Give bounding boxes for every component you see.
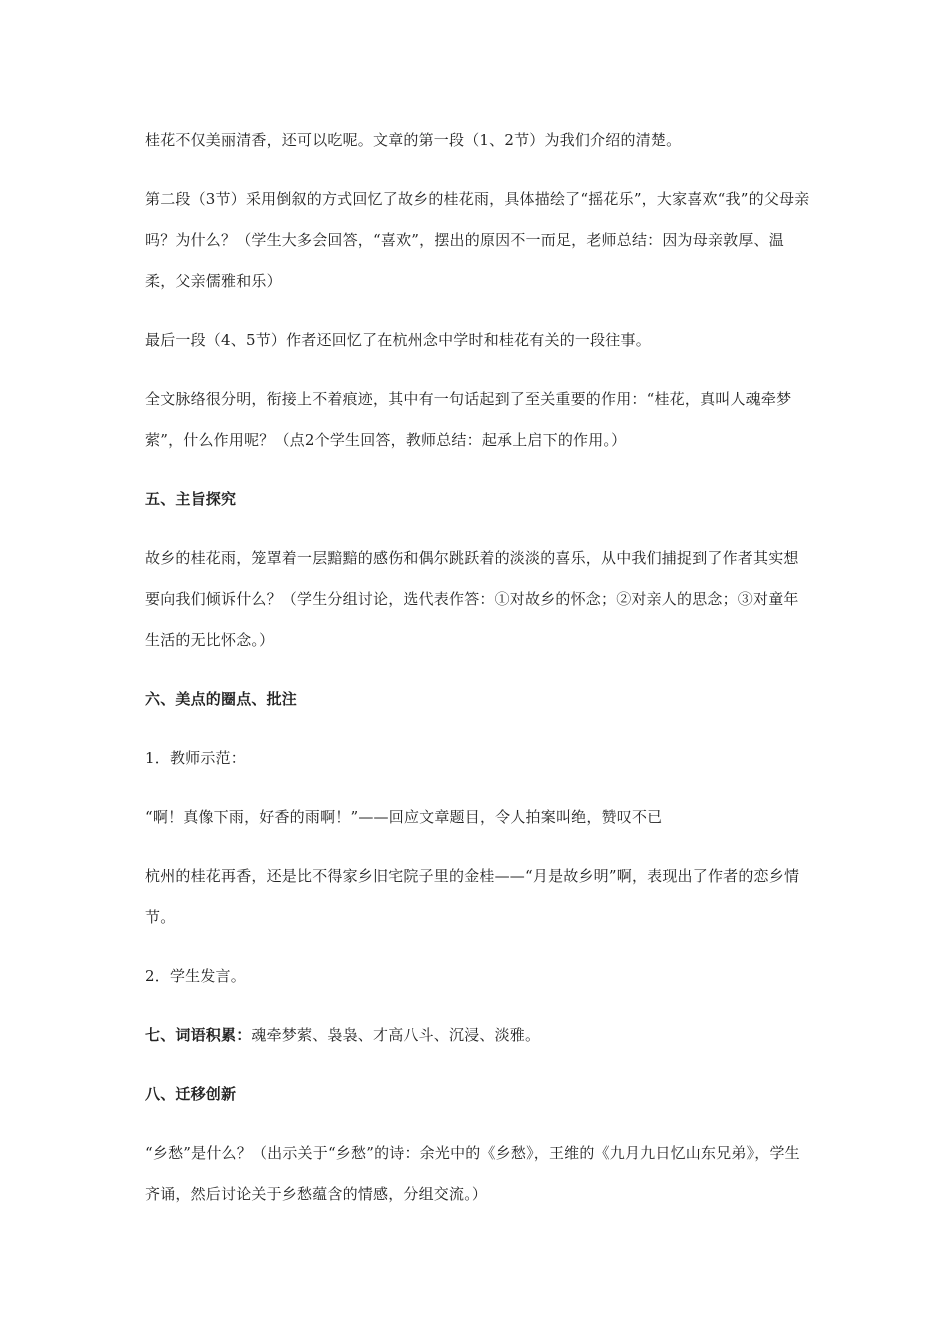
section-7-line	[145, 1015, 813, 1056]
paragraph-2: 第二段（3节）采用倒叙的方式回忆了故乡的桂花雨，具体描绘了“摇花乐”，大家喜欢“我”的父母亲吗？为什么？（学生大多会回答，“喜欢”，摆出的原因不一而足，老师总结：因为母亲敦厚、温柔，父亲儒雅和乐）	[145, 190, 810, 290]
section-6-quote-2: 杭州的桂花再香，还是比不得家乡旧宅院子里的金桂——“月是故乡明”啊，表现出了作者的恋乡情节。	[145, 867, 800, 926]
section-8-body: “乡愁”是什么？（出示关于“乡愁”的诗：余光中的《乡愁》，王维的《九月九日忆山东兄弟》，学生齐诵，然后讨论关于乡愁蕴含的情感，分组交流。）	[145, 1144, 800, 1203]
section-5-body: 故乡的桂花雨，笼罩着一层黯黯的感伤和偶尔跳跃着的淡淡的喜乐，从中我们捕捉到了作者其实想要向我们倾诉什么？（学生分组讨论，选代表作答：①对故乡的怀念；②对亲人的思念；③对童年生活的无比怀念。）	[145, 549, 799, 649]
section-6-item-1: 1．教师示范：	[145, 749, 246, 767]
section-8-heading: 八、迁移创新	[145, 1085, 237, 1103]
paragraph-1: 桂花不仅美丽清香，还可以吃呢。文章的第一段（1、2节）为我们介绍的清楚。	[145, 131, 682, 149]
document-page	[145, 120, 813, 1233]
section-5-heading: 五、主旨探究	[145, 490, 237, 508]
section-6-item-2: 2．学生发言。	[145, 967, 246, 985]
paragraph-3: 最后一段（4、5节）作者还回忆了在杭州念中学时和桂花有关的一段往事。	[145, 331, 651, 349]
paragraph-4: 全文脉络很分明，衔接上不着痕迹，其中有一句话起到了至关重要的作用：“桂花，真叫人魂牵梦萦”，什么作用呢？（点2个学生回答，教师总结：起承上启下的作用。）	[145, 390, 792, 449]
section-7-body: 魂牵梦萦、袅袅、才高八斗、沉浸、淡雅。	[251, 1026, 541, 1044]
section-7-heading: 七、词语积累：	[145, 1026, 252, 1044]
section-6-heading: 六、美点的圈点、批注	[145, 690, 298, 708]
section-6-quote-1: “啊！真像下雨，好香的雨啊！”——回应文章题目，令人拍案叫绝，赞叹不已	[145, 808, 663, 826]
